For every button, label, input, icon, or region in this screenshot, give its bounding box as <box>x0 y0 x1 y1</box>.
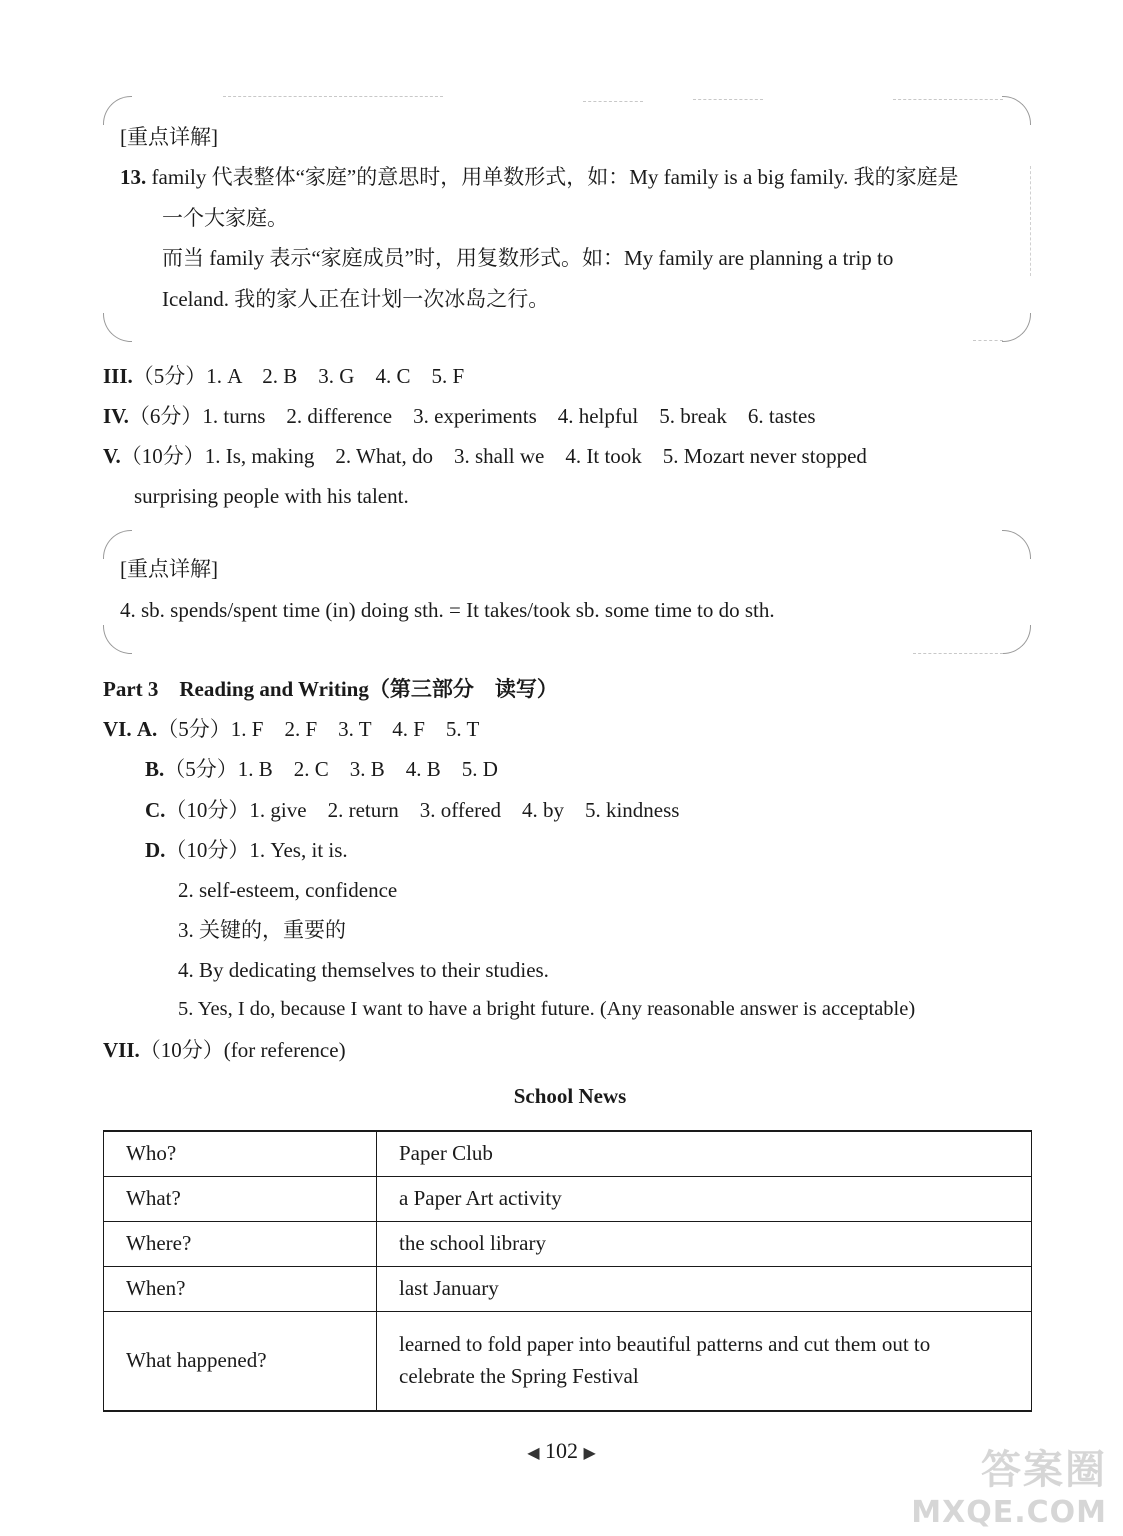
school-news-table <box>103 1130 1032 1412</box>
table-cell-answer: Paper Club <box>377 1131 1032 1176</box>
news-title: School News <box>513 1084 627 1108</box>
table-row <box>104 1131 1032 1176</box>
watermark-logo: 答案圈 MXQE.COM <box>911 1447 1107 1530</box>
answer-vi-d-5: 5. Yes, I do, because I want to have a bright future. (Any reasonable answer is acceptable) <box>178 998 916 1020</box>
note-4-line: 4. sb. spends/spent time (in) doing sth. = It takes/took sb. some time to do sth. <box>120 598 775 622</box>
note-13-line-1 <box>120 164 959 190</box>
table-cell-question: Who? <box>104 1131 377 1176</box>
table-row <box>104 1266 1032 1311</box>
answer-section-iv: IV.（6分）1. turns 2. difference 3. experiments 4. helpful 5. break 6. tastes <box>103 404 816 428</box>
answer-section-iii: III.（5分）1. A 2. B 3. G 4. C 5. F <box>103 364 465 388</box>
note-number: 13. <box>120 165 147 189</box>
answer-vi-d-4: 4. By dedicating themselves to their studies. <box>178 958 549 982</box>
answer-vi-d-3: 3. 关键的，重要的 <box>178 918 346 942</box>
triangle-left-icon: ◀ <box>527 1445 540 1462</box>
table-cell-question: What happened? <box>104 1311 377 1411</box>
table-cell-answer: the school library <box>377 1221 1032 1266</box>
table-cell-question: When? <box>104 1266 377 1311</box>
answer-vi-d-2: 2. self-esteem, confidence <box>178 878 398 902</box>
answer-section-v: V.（10分）1. Is, making 2. What, do 3. shall we 4. It took 5. Mozart never stopped <box>103 444 867 468</box>
answer-section-vii: VII.（10分）(for reference) <box>103 1038 346 1062</box>
answer-section-vi-a: VI. A.（5分）1. F 2. F 3. T 4. F 5. T <box>103 717 480 741</box>
table-cell-answer: a Paper Art activity <box>377 1176 1032 1221</box>
part-3-heading: Part 3 Reading and Writing（第三部分 读写） <box>103 677 558 701</box>
table-row <box>104 1311 1032 1411</box>
table-row <box>104 1221 1032 1266</box>
table-cell-question: Where? <box>104 1221 377 1266</box>
note-13-line-4: Iceland. 我的家人正在计划一次冰岛之行。 <box>162 287 550 311</box>
note-text: family 代表整体“家庭”的意思时，用单数形式，如：My family is a big family. 我的家庭是 <box>151 165 959 189</box>
table-row <box>104 1176 1032 1221</box>
page-number: ◀ 102 ▶ <box>527 1438 596 1463</box>
triangle-right-icon: ▶ <box>583 1445 596 1462</box>
answer-section-v-continued: surprising people with his talent. <box>134 484 409 508</box>
table-cell-question: What? <box>104 1176 377 1221</box>
answer-section-vi-d: D.（10分）1. Yes, it is. <box>145 838 348 862</box>
note-13-line-2: 一个大家庭。 <box>162 206 288 230</box>
key-points-heading-1: [重点详解] <box>120 125 218 149</box>
key-points-box-2 <box>103 530 1031 654</box>
answer-section-vi-b: B.（5分）1. B 2. C 3. B 4. B 5. D <box>145 757 498 781</box>
table-cell-answer: last January <box>377 1266 1032 1311</box>
table-cell-answer: learned to fold paper into beautiful patterns and cut them out to celebrate the Spring Festival <box>377 1311 1032 1411</box>
answer-section-vi-c: C.（10分）1. give 2. return 3. offered 4. by 5. kindness <box>145 798 680 822</box>
note-13-line-3: 而当 family 表示“家庭成员”时，用复数形式。如：My family are planning a trip to <box>162 246 894 270</box>
key-points-heading-2: [重点详解] <box>120 557 218 581</box>
